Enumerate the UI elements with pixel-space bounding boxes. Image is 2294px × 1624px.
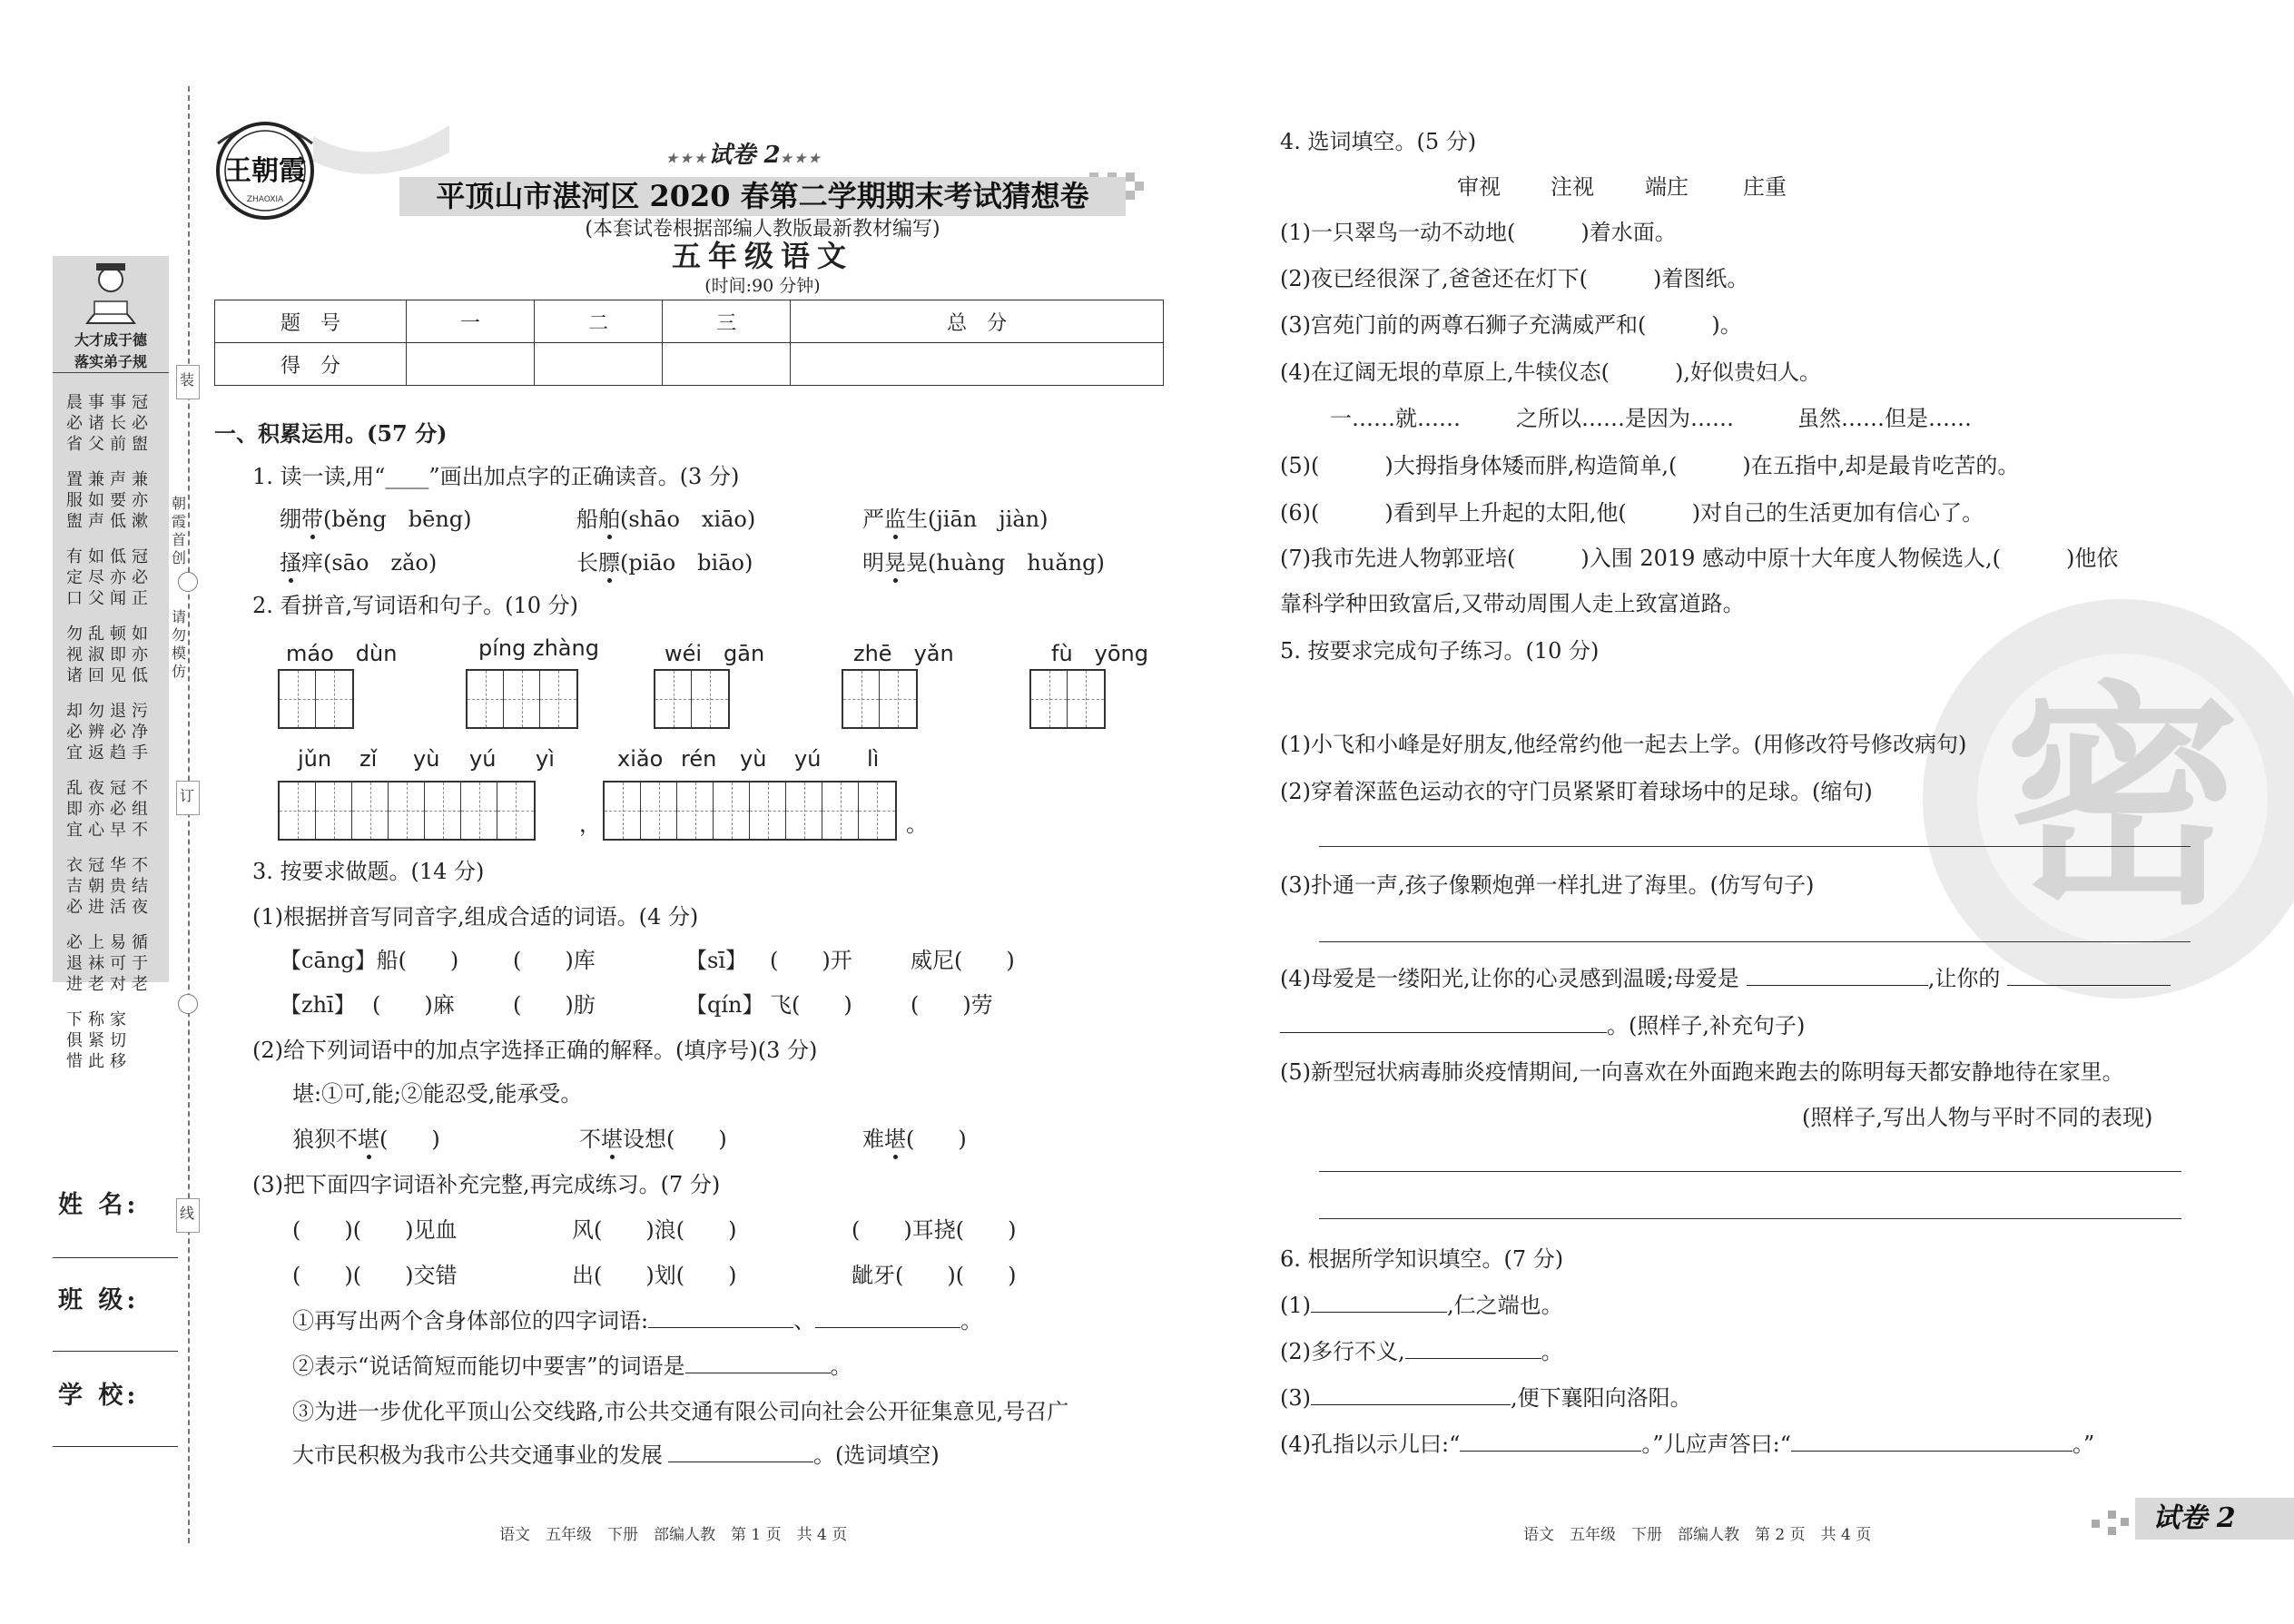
answer-blank[interactable] xyxy=(1311,1384,1511,1405)
exercise-a: ①再写出两个含身体部位的四字词语: 、 。 xyxy=(292,1308,983,1334)
sidebar-verse: 冠必早 xyxy=(110,779,126,840)
homophone-item[interactable]: ( )麻 xyxy=(372,992,455,1018)
sidebar-verse: 不组不 xyxy=(132,779,148,840)
fill-item[interactable]: (5)( )大拇指身体矮而胖,构造简单,( )在五指中,却是最肯吃苦的。 xyxy=(1280,453,2020,478)
grid-cell xyxy=(1068,671,1104,727)
answer-blank[interactable] xyxy=(668,1442,813,1462)
question-3: 3. 按要求做题。(14 分) xyxy=(252,859,485,884)
cut-mark xyxy=(176,365,200,399)
grid-cell xyxy=(677,782,714,839)
question-6: 6. 根据所学知识填空。(7 分) xyxy=(1280,1246,1564,1272)
sidebar-verse: 勿视诸 xyxy=(66,625,83,685)
pinyin-label: lì xyxy=(867,746,880,772)
writing-grid[interactable] xyxy=(278,669,354,729)
logo-text: 王朝霞 xyxy=(224,155,306,187)
sidebar-verse: 家切移 xyxy=(110,1010,126,1071)
sentence-item-continued: 。(照样子,补充句子) xyxy=(1280,1012,1805,1039)
copyright-vertical-text: 请勿模仿 xyxy=(171,608,186,680)
grid-cell xyxy=(786,782,822,839)
sidebar-verse: 声要低 xyxy=(110,470,126,531)
paper-series: ★★★试卷 2★★★ xyxy=(665,142,823,169)
homophone-item[interactable]: 威尼( ) xyxy=(911,948,1015,973)
sidebar-verse: 冠必正 xyxy=(132,547,148,608)
pinyin-label: wéi gān xyxy=(665,641,765,666)
sidebar-verse: 华贵活 xyxy=(110,856,126,917)
sidebar-verse: 低亦闻 xyxy=(110,547,126,608)
answer-blank[interactable] xyxy=(685,1353,831,1373)
grid-cell xyxy=(750,782,786,839)
definition: 堪:①可,能;②能忍受,能承受。 xyxy=(292,1081,583,1107)
sidebar-verse: 置服盥 xyxy=(66,470,83,531)
idiom-item[interactable]: ( )( )交错 xyxy=(292,1263,458,1288)
score-row-label: 得 分 xyxy=(215,343,407,386)
cut-label: 线 xyxy=(179,1205,194,1222)
pronunciation-item[interactable]: 长膘(piāo biāo) xyxy=(576,550,753,576)
sidebar-verse: 循于老 xyxy=(132,933,148,994)
writing-grid[interactable] xyxy=(466,669,578,729)
grid-cell xyxy=(1031,671,1068,727)
sidebar-verse: 必退进 xyxy=(66,933,83,994)
sidebar-quote: 落实弟子规 xyxy=(74,353,147,370)
logo-small-text: ZHAOXIA xyxy=(246,195,284,204)
sidebar-verse: 事长前 xyxy=(110,393,126,454)
answer-blank[interactable] xyxy=(1747,965,1928,986)
score-header-cell: 题 号 xyxy=(215,300,407,343)
question-2: 2. 看拼音,写词语和句子。(10 分) xyxy=(252,593,579,618)
page-footer-right: 语文 五年级 下册 部编人教 第 2 页 共 4 页 xyxy=(1523,1526,1872,1544)
answer-blank[interactable] xyxy=(1405,1338,1541,1359)
score-header-cell: 三 xyxy=(663,300,791,343)
watermark-text: 密 xyxy=(2004,660,2240,937)
star-icon: ★★★ xyxy=(780,152,823,166)
grid-cell xyxy=(605,782,641,839)
sidebar-verse: 冠必盥 xyxy=(132,393,148,454)
word-option: 审视 xyxy=(1457,174,1501,200)
divider xyxy=(53,372,169,373)
answer-blank[interactable] xyxy=(1460,1431,1641,1452)
grid-cell xyxy=(843,671,880,727)
sentence-instruction: (照样子,写出人物与平时不同的表现) xyxy=(1802,1105,2153,1130)
pinyin-label: yì xyxy=(536,746,555,772)
answer-line[interactable] xyxy=(1319,1171,2181,1172)
homophone-item: 【qín】 xyxy=(685,992,764,1018)
grid-cell xyxy=(504,671,540,727)
sidebar-verse: 顿即见 xyxy=(110,625,126,685)
sidebar-verse: 如尽父 xyxy=(88,547,104,608)
grid-cell xyxy=(352,782,389,839)
sidebar-verse: 兼亦漱 xyxy=(132,470,148,531)
recite-item: (2)多行不义, 。 xyxy=(1280,1339,1563,1364)
pronunciation-item[interactable]: 搔痒(sāo zǎo) xyxy=(280,550,438,576)
punch-hole-icon xyxy=(178,994,198,1014)
sidebar-verse: 事诸父 xyxy=(88,393,104,454)
checker-decoration xyxy=(2092,1511,2132,1538)
writing-grid[interactable] xyxy=(603,781,897,841)
sentence-item: (2)穿着深蓝色运动衣的守门员紧紧盯着球场中的足球。(缩句) xyxy=(1280,779,1873,804)
homophone-item[interactable]: ( )开 xyxy=(770,948,852,973)
writing-grid[interactable] xyxy=(1029,669,1106,729)
meaning-item[interactable]: 狼狈不堪( ) xyxy=(292,1127,440,1152)
sidebar-verse: 冠朝进 xyxy=(88,856,104,917)
answer-line[interactable] xyxy=(1319,941,2191,942)
sidebar-verse: 衣吉必 xyxy=(66,856,83,917)
meaning-item[interactable]: 难堪( ) xyxy=(862,1127,967,1152)
exercise-b: ②表示“说话简短而能切中要害”的词语是 。 xyxy=(292,1353,852,1379)
class-field[interactable] xyxy=(53,1351,178,1352)
sidebar-verse: 却必宜 xyxy=(66,702,83,763)
pinyin-label: zǐ xyxy=(359,746,378,772)
pinyin-label: fù yōng xyxy=(1051,641,1148,666)
pinyin-label: máo dùn xyxy=(286,641,398,666)
page-footer-left: 语文 五年级 下册 部编人教 第 1 页 共 4 页 xyxy=(499,1526,848,1544)
score-cell[interactable] xyxy=(791,343,1164,386)
answer-blank[interactable] xyxy=(2007,965,2171,986)
conjunction-option: 一……就…… xyxy=(1330,406,1461,431)
homophone-item[interactable]: ( )肪 xyxy=(513,992,596,1018)
idiom-item[interactable]: 龇牙( )( ) xyxy=(852,1263,1017,1288)
grid-cell xyxy=(692,671,728,727)
idiom-item[interactable]: 出( )划( ) xyxy=(572,1263,737,1288)
grid-cell xyxy=(540,671,576,727)
question-5: 5. 按要求完成句子练习。(10 分) xyxy=(1280,638,1600,664)
answer-blank[interactable] xyxy=(815,1307,960,1328)
sidebar-verse: 有定口 xyxy=(66,547,83,608)
writing-grid[interactable] xyxy=(654,669,730,729)
recite-item: (4)孔指以示儿曰:“ 。”儿应声答曰:“ 。” xyxy=(1280,1432,2095,1457)
pinyin-label: yù xyxy=(740,746,767,772)
answer-blank[interactable] xyxy=(1311,1292,1447,1313)
answer-line[interactable] xyxy=(1319,846,2191,847)
fill-item[interactable]: (3)宫苑门前的两尊石狮子充满威严和( )。 xyxy=(1280,312,1742,338)
cut-label: 订 xyxy=(179,787,194,804)
fill-item-continued: 靠科学种田致富后,又带动周围人走上致富道路。 xyxy=(1280,591,1745,616)
fill-item[interactable]: (4)在辽阔无垠的草原上,牛犊仪态( ),好似贵妇人。 xyxy=(1280,359,1821,385)
idiom-item[interactable]: ( )( )见血 xyxy=(292,1217,458,1243)
grid-cell xyxy=(316,671,352,727)
pinyin-label: rén xyxy=(681,746,717,772)
pronunciation-item[interactable]: 绷带(běng bēng) xyxy=(280,507,472,532)
section-heading: 一、积累运用。(57 分) xyxy=(214,420,448,447)
question-3-3: (3)把下面四字词语补充完整,再完成练习。(7 分) xyxy=(252,1172,721,1197)
exam-time: (时间:90 分钟) xyxy=(704,276,821,296)
grid-cell xyxy=(389,782,425,839)
sidebar-verse: 易可对 xyxy=(110,933,126,994)
conjunction-option: 之所以……是因为…… xyxy=(1516,406,1734,431)
homophone-item[interactable]: ( )库 xyxy=(513,948,596,973)
moral-sidebar xyxy=(53,256,169,1071)
sentence-item: (1)小飞和小峰是好朋友,他经常约他一起去上学。(用修改符号修改病句) xyxy=(1280,732,1967,757)
fill-item[interactable]: (7)我市先进人物郭亚培( )入围 2019 感动中原十大年度人物候选人,( )他依 xyxy=(1280,546,2119,571)
brand-logo xyxy=(211,107,320,225)
word-option: 端庄 xyxy=(1645,174,1689,200)
grid-cell xyxy=(468,671,504,727)
score-header-cell: 二 xyxy=(535,300,663,343)
exercise-c-line2: 大市民积极为我市公共交通事业的发展 。(选词填空) xyxy=(292,1442,940,1468)
class-label: 班 级: xyxy=(58,1286,140,1314)
sidebar-verse: 污净手 xyxy=(132,702,148,763)
school-field[interactable] xyxy=(53,1446,178,1447)
pinyin-label: píng zhàng xyxy=(478,635,599,661)
sidebar-verse: 不结夜 xyxy=(132,856,148,917)
grid-cell xyxy=(280,782,316,839)
school-label: 学 校: xyxy=(58,1382,140,1410)
grid-cell xyxy=(859,782,895,839)
sentence-item: (3)扑通一声,孩子像颗炮弹一样扎进了海里。(仿写句子) xyxy=(1280,872,1815,898)
conjunction-option: 虽然……但是…… xyxy=(1797,406,1972,431)
copyright-vertical-text: 朝霞首创 xyxy=(171,495,186,566)
fill-item[interactable]: (2)夜已经很深了,爸爸还在灯下( )着图纸。 xyxy=(1280,266,1749,291)
question-4: 4. 选词填空。(5 分) xyxy=(1280,129,1477,154)
sidebar-verse: 退必趋 xyxy=(110,702,126,763)
paper-tag-label: 试卷 2 xyxy=(2152,1502,2236,1534)
grid-cell xyxy=(641,782,677,839)
question-3-2: (2)给下列词语中的加点字选择正确的解释。(填序号)(3 分) xyxy=(252,1038,818,1063)
star-icon: ★★★ xyxy=(665,152,709,166)
cut-mark xyxy=(176,781,200,815)
cut-label: 装 xyxy=(179,371,194,389)
sidebar-verse: 乱淑回 xyxy=(88,625,104,685)
grid-cell xyxy=(425,782,461,839)
grid-cell xyxy=(655,671,692,727)
answer-line[interactable] xyxy=(1319,1218,2181,1219)
word-option: 注视 xyxy=(1551,174,1594,200)
pinyin-label: yú xyxy=(469,746,497,772)
grid-cell xyxy=(497,782,534,839)
sidebar-verse: 如亦低 xyxy=(132,625,148,685)
grade-title: 五年级语文 xyxy=(671,239,853,273)
grid-cell xyxy=(316,782,352,839)
sidebar-verse: 晨必省 xyxy=(66,393,83,454)
answer-blank[interactable] xyxy=(648,1307,793,1328)
name-label: 姓 名: xyxy=(58,1191,140,1219)
homophone-item[interactable]: 飞( ) xyxy=(770,992,852,1018)
grid-cell xyxy=(880,671,916,727)
pinyin-label: jǔn xyxy=(298,746,332,772)
pronunciation-item[interactable]: 明晃晃(huàng huǎng) xyxy=(862,550,1105,576)
sentence-item: (4)母爱是一缕阳光,让你的心灵感到温暖;母爱是 ,让你的 xyxy=(1280,965,2171,992)
grid-cell xyxy=(822,782,859,839)
score-header-cell: 一 xyxy=(407,300,535,343)
meaning-item[interactable]: 不堪设想( ) xyxy=(579,1127,727,1152)
sidebar-quote: 大才成于德 xyxy=(74,331,147,349)
sidebar-verse: 下俱惜 xyxy=(66,1010,83,1071)
question-1: 1. 读一读,用“____”画出加点字的正确读音。(3 分) xyxy=(252,464,740,489)
pronunciation-item[interactable]: 船舶(shāo xiāo) xyxy=(576,507,756,532)
sidebar-verse: 勿辨返 xyxy=(88,702,104,763)
pronunciation-item[interactable]: 严监生(jiān jiàn) xyxy=(862,507,1049,532)
pinyin-label: zhē yǎn xyxy=(853,641,954,666)
fill-item[interactable]: (1)一只翠鸟一动不动地( )着水面。 xyxy=(1280,220,1677,245)
writing-grid[interactable] xyxy=(842,669,918,729)
subtitle: (本套试卷根据部编人教版最新教材编写) xyxy=(585,218,940,241)
period: 。 xyxy=(906,812,928,837)
answer-blank[interactable] xyxy=(1791,1431,2072,1452)
sentence-item: (5)新型冠状病毒肺炎疫情期间,一向喜欢在外面跑来跑去的陈明每天都安静地待在家里。 xyxy=(1280,1059,2124,1085)
sidebar-verse: 兼如声 xyxy=(88,470,104,531)
score-cell[interactable] xyxy=(535,343,663,386)
cut-mark xyxy=(176,1198,200,1233)
sidebar-verse: 夜亦心 xyxy=(88,779,104,840)
score-cell[interactable] xyxy=(407,343,535,386)
punch-hole-icon xyxy=(178,572,198,592)
answer-blank[interactable] xyxy=(1280,1012,1607,1033)
scholar-figure-icon xyxy=(80,261,142,325)
homophone-item[interactable]: 【cāng】船( ) xyxy=(280,948,459,973)
grid-cell xyxy=(280,671,316,727)
score-cell[interactable] xyxy=(663,343,791,386)
grid-cell xyxy=(714,782,750,839)
writing-grid[interactable] xyxy=(278,781,536,841)
name-field[interactable] xyxy=(53,1257,178,1258)
pinyin-label: yù xyxy=(413,746,440,772)
grid-cell xyxy=(461,782,497,839)
page-title: 平顶山市湛河区 2020 春第二学期期末考试猜想卷 xyxy=(436,179,1089,213)
homophone-item: 【sī】 xyxy=(685,948,747,973)
homophone-item[interactable]: ( )劳 xyxy=(911,992,993,1018)
score-header-cell: 总 分 xyxy=(791,300,1164,343)
ribbon-decoration xyxy=(313,118,449,182)
exercise-c-line1: ③为进一步优化平顶山公交线路,市公共交通有限公司向社会公开征集意见,号召广 xyxy=(292,1399,1069,1424)
fill-item[interactable]: (6)( )看到早上升起的太阳,他( )对自己的生活更加有信心了。 xyxy=(1280,500,1984,526)
idiom-item[interactable]: 风( )浪( ) xyxy=(572,1217,737,1243)
recite-item: (1) ,仁之端也。 xyxy=(1280,1293,1563,1318)
sidebar-verse: 上袜老 xyxy=(88,933,104,994)
homophone-item: 【zhī】 xyxy=(280,992,356,1018)
sidebar-verse: 称紧此 xyxy=(88,1010,104,1071)
sidebar-verse: 乱即宜 xyxy=(66,779,83,840)
comma: ， xyxy=(579,812,601,837)
recite-item: (3) ,便下襄阳向洛阳。 xyxy=(1280,1385,1692,1411)
pinyin-label: xiǎo xyxy=(617,746,664,772)
score-table xyxy=(214,300,1164,386)
word-option: 庄重 xyxy=(1743,174,1787,200)
question-3-1: (1)根据拼音写同音字,组成合适的词语。(4 分) xyxy=(252,904,699,930)
idiom-item[interactable]: ( )耳挠( ) xyxy=(852,1217,1017,1243)
pinyin-label: yú xyxy=(794,746,822,772)
